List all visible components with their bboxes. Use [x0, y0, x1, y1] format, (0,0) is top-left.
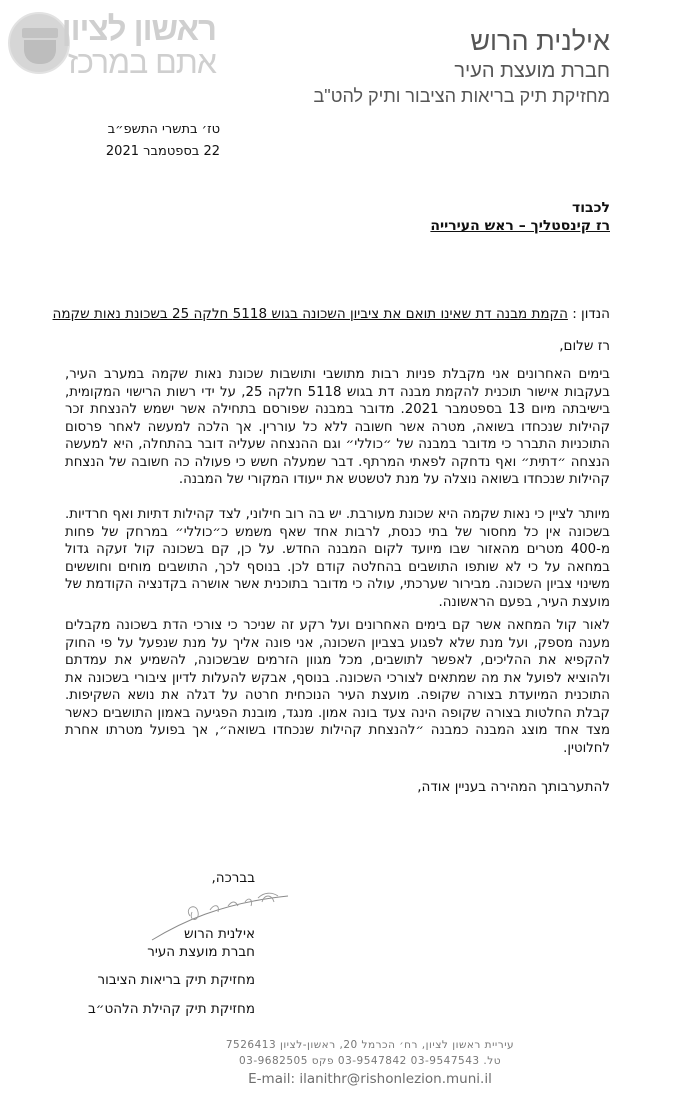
subject-label: הנדון :: [572, 306, 610, 322]
body-paragraph: לאור קול המחאה אשר קם בימים האחרונים ועל רקע זה שניכר כי צורכי הדת בשכונה מקבלים מענה מספק, ועל מנת שלא לפגוע בצביון השכונה, אני פונה אליך על מנת שנפעל על פי החוק להקפיא את ההליכים, לאפשר לתושבים, מכל מגוון הזרמים שבשכונה, להשמיע את עמדתם ולהוציא לפועל את מה שמתאים לצורכי השכונה. בנוסף, אבקש להעלות לדיון ציבורי בשכונה את התוכנית המיועדת בצורה שקופה. מועצת העיר הנוכחית חרטה על דגלה את נושא השקיפות. קבלת החלטות בצורה שקופה הינה צעד בונה אמון. מנגד, מובנת הפגיעה באמון התושבים כאשר מצד אחד מוצג המבנה כמבנה ״להנצחת קהילות שנכחדו בשואה״, אך בפועל מטרתו אחרת לחלוטין.: [65, 618, 610, 756]
sender-role: חברת מועצת העיר: [454, 60, 610, 82]
sender-portfolio: מחזיקת תיק בריאות הציבור ותיק להט"ב: [313, 86, 610, 106]
closing-line: להתערבותך המהירה בעניין אודה,: [417, 779, 610, 795]
addressee-label: לכבוד: [572, 200, 610, 216]
signature-blessing: בברכה,: [211, 870, 255, 886]
city-logo: [8, 10, 218, 80]
hebrew-date: טז׳ בתשרי התשפ״ב: [107, 122, 220, 137]
body-paragraph: מיותר לציין כי נאות שקמה היא שכונת מעורבת. יש בה רוב חילוני, לצד קהילות דתיות ואף חרדיות. בשכונה אין כל מחסור של בתי כנסת, לרבות אחד שאף משמש כ״כוללי״ במרחק של פחות מ-400 מטרים מהאזור שבו מיועד לקום המבנה החדש. על כן, קם בשכונה קול זעקה גדול במחאה על כי לא שותפו התושבים בהחלטה קודם לכן. בנוסף לכך, התושבים מוחים וחוששים משינוי צביון השכונה. מבירור שערכתי, עולה כי מדובר בתוכנית אשר אושרה בקדנציה הקודמת של מועצת העיר, בפעם הראשונה.: [65, 507, 610, 610]
signature-portfolio-health: מחזיקת תיק בריאות הציבור: [97, 972, 255, 988]
greeting: רז שלום,: [559, 338, 610, 354]
signature-name: אילנית הרוש: [184, 926, 255, 942]
signature-role: חברת מועצת העיר: [147, 944, 255, 960]
sender-name: אילנית הרוש: [470, 26, 610, 56]
body-paragraph: בימים האחרונים אני מקבלת פניות רבות מתושבי ותושבות שכונת נאות שקמה במערב העיר, בעקבות אישור תוכנית להקמת מבנה דת בגוש 5118 חלקה 25, על ידי רשות הרישוי המקומית, בישיבתה מיום 13 בספטמבר 2021. מדובר במבנה שפורסם בתחילה אשר ישמש להנצחת זכר קהילות שנכחדו בשואה, מטרה אשר חשובה ללא כל עוררין. אך הלכה למעשה לאחר פרסום התוכניות התברר כי מדובר במבנה של ״כוללי״ וגם ההנצחה שעליה דובר בהתחלה, היא למעשה הנצחה ״דתית״ ואף נדחקה לפאתי המרתף. דבר שמעלה חשש כי פעולה כה חשובה של הנצחת קהילות שנכחדו בשואה נוצלה על מנת לטשטש את ייעודו המקורי של המבנה.: [65, 367, 611, 487]
addressee-name: רז קינסטליך – ראש העירייה: [430, 218, 610, 234]
gregorian-date: 22 בספטמבר 2021: [105, 144, 220, 159]
footer-address: עיריית ראשון לציון, רח׳ הכרמל 20, ראשון-לציון 7526413: [225, 1039, 515, 1051]
subject-line: [50, 306, 610, 322]
footer-phones: טל. 03-9547543 03-9547842 פקס 03-9682505: [238, 1055, 502, 1067]
signature-portfolio-lgbt: מחזיקת תיק קהילת הלהט״ב: [87, 1001, 255, 1017]
subject-title: הקמת מבנה דת שאינו תואם את ציביון השכונה בגוש 5118 חלקה 25 בשכונת נאות שקמה: [52, 306, 568, 322]
logo-text-city: ראשון לציון: [61, 10, 216, 47]
footer-email[interactable]: E-mail: ilanithr@rishonlezion.muni.il: [248, 1071, 492, 1087]
logo-text-slogan: אתם במרכז: [67, 44, 216, 80]
